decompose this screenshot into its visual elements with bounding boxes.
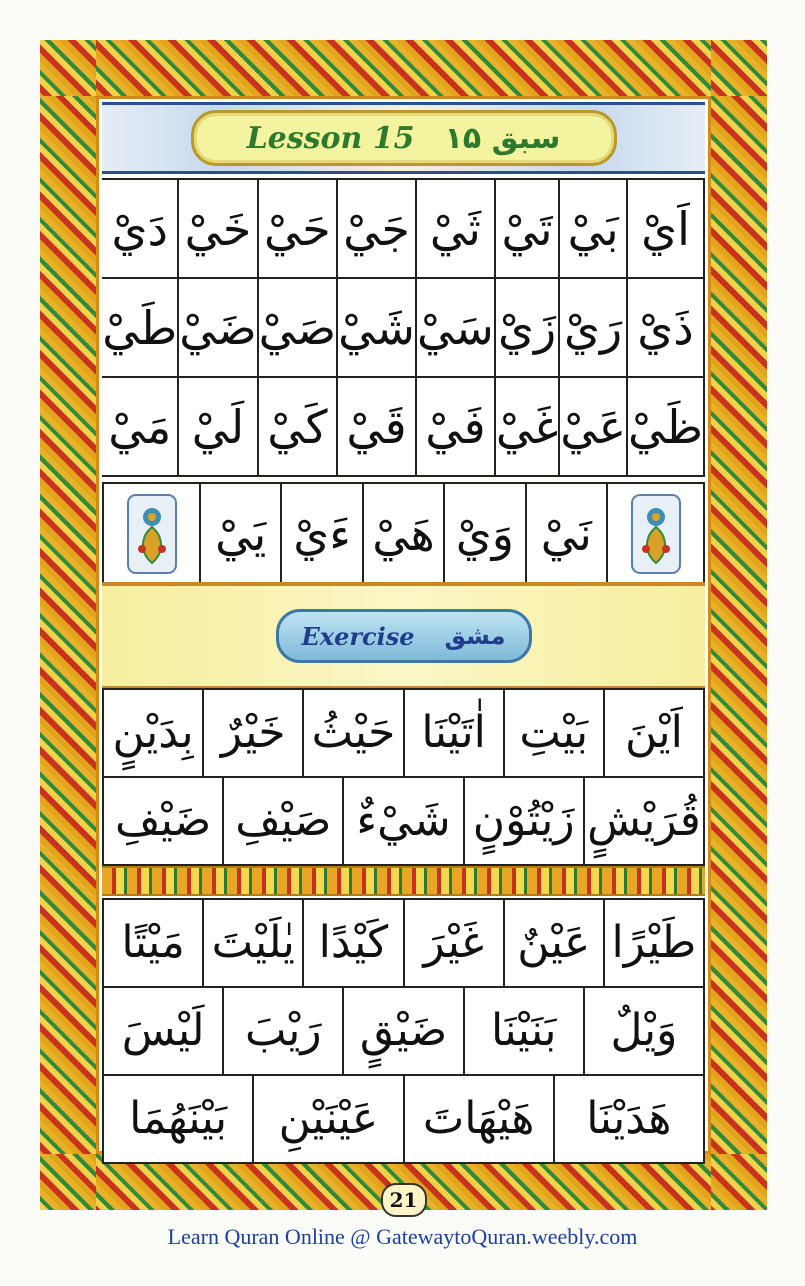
syllable-cell: اَيْنَ	[605, 690, 703, 776]
syllable-cell: اٰتَيْنَا	[405, 690, 503, 776]
syllable-cell: ضَيْقٍ	[344, 988, 462, 1074]
syllable-cell: دَيْ	[102, 180, 177, 277]
syllable-cell: بَيْ	[560, 180, 626, 277]
syllable-cell: وَيْ	[445, 484, 524, 584]
syllable-cell: لَيْسَ	[104, 988, 222, 1074]
exercise-grid-2-row-3	[102, 1074, 705, 1164]
syllable-cell: ضَيْفِ	[104, 778, 222, 864]
syllable-cell: شَيْ	[338, 279, 415, 376]
syllable-cell: عَيْنَيْنِ	[254, 1076, 402, 1162]
lesson-grid	[102, 178, 705, 477]
syllable-cell: يَيْ	[201, 484, 280, 584]
syllable-cell: قُرَيْشٍ	[585, 778, 703, 864]
syllable-cell: عَيْ	[560, 378, 626, 475]
syllable-cell: يٰلَيْتَ	[204, 900, 302, 986]
syllable-cell: هَيْ	[364, 484, 443, 584]
exercise-grid-1-row-2	[102, 776, 705, 866]
syllable-cell: مَيْتًا	[104, 900, 202, 986]
lesson-title-ar: سبق ۱۵	[444, 120, 561, 156]
syllable-cell: ظَيْ	[628, 378, 703, 475]
syllable-cell: مَيْ	[102, 378, 177, 475]
lesson-grid-last-row	[102, 482, 705, 586]
exercise-title-ar: مشق	[444, 622, 506, 650]
exercise-grid-2-row-2	[102, 986, 705, 1076]
syllable-cell: لَيْ	[179, 378, 256, 475]
exercise-title-plaque	[276, 609, 532, 663]
syllable-cell: بَيْنَهُمَا	[104, 1076, 252, 1162]
syllable-cell: حَيْ	[259, 180, 336, 277]
syllable-cell: هَدَيْنَا	[555, 1076, 703, 1162]
syllable-cell: اَيْ	[628, 180, 703, 277]
syllable-cell: ضَيْ	[179, 279, 256, 376]
syllable-cell: قَيْ	[338, 378, 415, 475]
exercise-title-en: Exercise	[301, 621, 415, 651]
lesson-title-en: Lesson 15	[246, 120, 415, 156]
syllable-cell: صَيْفِ	[224, 778, 342, 864]
syllable-cell: طَيْ	[102, 279, 177, 376]
syllable-cell: تَيْ	[496, 180, 558, 277]
syllable-cell: رَيْ	[560, 279, 626, 376]
syllable-cell: كَيْدًا	[304, 900, 402, 986]
syllable-cell: ثَيْ	[417, 180, 494, 277]
page-number: 21	[381, 1183, 427, 1217]
book-page	[40, 40, 767, 1210]
syllable-cell: سَيْ	[417, 279, 494, 376]
syllable-cell: فَيْ	[417, 378, 494, 475]
syllable-cell: زَيْتُوْنٍ	[465, 778, 583, 864]
ornamental-divider	[102, 866, 705, 896]
syllable-cell: غَيْ	[496, 378, 558, 475]
syllable-cell: وَيْلٌ	[585, 988, 703, 1074]
syllable-cell: خَيْ	[179, 180, 256, 277]
floral-ornament-icon	[104, 484, 199, 584]
syllable-cell: بِدَيْنٍ	[104, 690, 202, 776]
syllable-cell: زَيْ	[496, 279, 558, 376]
syllable-cell: طَيْرًا	[605, 900, 703, 986]
syllable-cell: هَيْهَاتَ	[405, 1076, 553, 1162]
syllable-cell: ذَيْ	[628, 279, 703, 376]
lesson-banner	[102, 102, 705, 174]
syllable-cell: جَيْ	[338, 180, 415, 277]
syllable-cell: شَيْءٌ	[344, 778, 462, 864]
exercise-grid-1-row-1	[102, 688, 705, 778]
floral-ornament-icon	[608, 484, 703, 584]
syllable-cell: حَيْثُ	[304, 690, 402, 776]
lesson-title-plaque	[191, 110, 617, 166]
syllable-cell: عَيْنٌ	[505, 900, 603, 986]
syllable-cell: نَيْ	[527, 484, 606, 584]
syllable-cell: رَيْبَ	[224, 988, 342, 1074]
exercise-banner	[102, 582, 705, 690]
syllable-cell: بَيْتِ	[505, 690, 603, 776]
syllable-cell: ءَيْ	[282, 484, 361, 584]
syllable-cell: غَيْرَ	[405, 900, 503, 986]
syllable-cell: بَنَيْنَا	[465, 988, 583, 1074]
exercise-grid-2-row-1	[102, 898, 705, 988]
syllable-cell: خَيْرٌ	[204, 690, 302, 776]
syllable-cell: صَيْ	[259, 279, 336, 376]
footer-link[interactable]: Learn Quran Online @ GatewaytoQuran.weebly.com	[167, 1224, 638, 1249]
syllable-cell: كَيْ	[259, 378, 336, 475]
